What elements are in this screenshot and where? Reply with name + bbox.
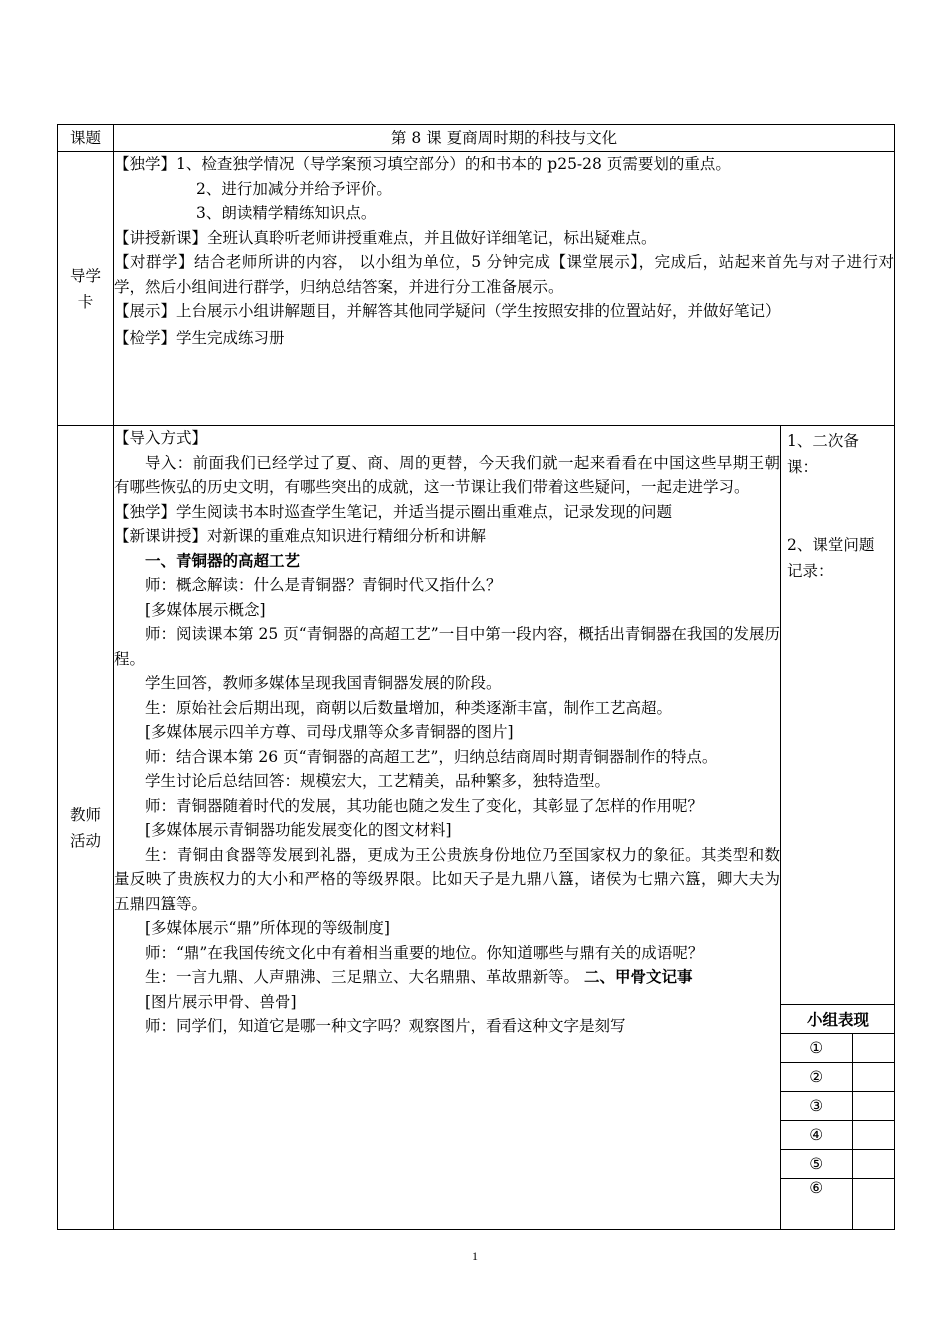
teacher-paragraph: 【独学】学生阅读书本时巡查学生笔记，并适当提示圈出重难点，记录发现的问题 — [114, 502, 673, 521]
teacher-paragraph: 【新课讲授】对新课的重难点知识进行精细分析和讲解 — [114, 527, 487, 545]
side-column — [781, 426, 895, 1230]
teacher-content — [114, 426, 781, 1230]
teacher-row — [58, 426, 895, 1230]
teacher-paragraph: 师：结合课本第 26 页“青铜器的高超工艺”，归纳总结商周时期青铜器制作的特点。 — [145, 747, 718, 766]
guide-line: 【独学】1、检查独学情况（导学案预习填空部分）的和书本的 p25-28 页需要划的重点。 — [114, 155, 731, 173]
lesson-title: 第 8 课 夏商周时期的科技与文化 — [114, 125, 895, 152]
group-score-cell[interactable] — [852, 1092, 895, 1121]
teacher-paragraph: 生：青铜由食器等发展到礼器，更成为王公贵族身份地位乃至国家权力的象征。其类型和数量反映了贵族权力的大小和严格的等级界限。比如天子是九鼎八簋，诸侯为七鼎六簋，卿大夫为五鼎四簋等。 — [114, 845, 780, 913]
teacher-paragraph: 师：阅读课本第 25 页“青铜器的高超工艺”一目中第一段内容，概括出青铜器在我国的发展历程。 — [114, 625, 780, 668]
notes-area — [781, 426, 894, 1004]
group-performance-table — [781, 1004, 895, 1229]
teacher-paragraph: [图片展示甲骨、兽骨] — [145, 992, 297, 1011]
teacher-paragraph: [多媒体展示“鼎”所体现的等级制度] — [145, 919, 390, 937]
page-number: 1 — [472, 1249, 478, 1263]
group-score-cell[interactable] — [852, 1034, 895, 1063]
header-row — [58, 125, 895, 152]
teacher-paragraph: 师：青铜器随着时代的发展，其功能也随之发生了变化，其彰显了怎样的作用呢？ — [145, 796, 704, 815]
teacher-paragraph: 导入：前面我们已经学过了夏、商、周的更替，今天我们就一起来看看在中国这些早期王朝有哪些恢弘的历史文明，有哪些突出的成就，这一节课让我们带着这些疑问，一起走进学习。 — [114, 453, 780, 496]
group-row-label: ② — [781, 1063, 852, 1092]
teacher-paragraph: 【导入方式】 — [114, 429, 208, 447]
guide-label-line1: 导学 — [69, 266, 101, 285]
guide-content — [114, 152, 895, 426]
group-score-cell[interactable] — [852, 1150, 895, 1179]
teacher-label-line1: 教师 — [69, 805, 101, 824]
guide-row — [58, 152, 895, 426]
header-label: 课题 — [58, 125, 114, 152]
guide-line: 2、进行加减分并给予评价。 — [196, 179, 392, 198]
group-row-label: ⑤ — [781, 1150, 852, 1179]
teacher-label — [58, 426, 114, 1230]
guide-line: 【展示】上台展示小组讲解题目，并解答其他同学疑问（学生按照安排的位置站好，并做好笔记） — [114, 302, 781, 320]
teacher-paragraph: [多媒体展示青铜器功能发展变化的图文材料] — [145, 821, 452, 839]
teacher-paragraph: 师：“鼎”在我国传统文化中有着相当重要的地位。你知道哪些与鼎有关的成语呢？ — [145, 943, 704, 962]
teacher-paragraph-text: 生：一言九鼎、人声鼎沸、三足鼎立、大名鼎鼎、革故鼎新等。 — [145, 968, 580, 986]
lesson-table — [57, 124, 895, 1230]
group-row-label: ③ — [781, 1092, 852, 1121]
group-performance-title: 小组表现 — [781, 1005, 895, 1034]
teacher-paragraph: 生：原始社会后期出现，商朝以后数量增加，种类逐渐丰富，制作工艺高超。 — [145, 698, 673, 717]
group-score-cell[interactable] — [852, 1063, 895, 1092]
group-row-label: ⑥ — [781, 1179, 852, 1230]
teacher-label-line2: 活动 — [69, 831, 101, 850]
guide-line: 【讲授新课】全班认真聆听老师讲授重难点，并且做好详细笔记，标出疑难点。 — [114, 228, 657, 247]
guide-line: 3、朗读精学精练知识点。 — [196, 204, 377, 222]
guide-line: 【检学】学生完成练习册 — [114, 328, 285, 347]
teacher-paragraph: 师：概念解读：什么是青铜器？青铜时代又指什么？ — [145, 576, 502, 594]
teacher-paragraph: 师：同学们，知道它是哪一种文字吗？观察图片，看看这种文字是刻写 — [145, 1017, 626, 1035]
section-heading-bronze: 一、青铜器的高超工艺 — [145, 551, 301, 570]
group-score-cell[interactable] — [852, 1179, 895, 1230]
teacher-paragraph: [多媒体展示概念] — [145, 600, 266, 619]
group-row-label: ④ — [781, 1121, 852, 1150]
guide-line: 【对群学】结合老师所讲的内容， 以小组为单位，5 分钟完成【课堂展示】，完成后，站起来首先与对子进行对学，然后小组间进行群学，归纳总结答案，并进行分工准备展示。 — [114, 253, 894, 296]
teacher-paragraph: 学生回答，教师多媒体呈现我国青铜器发展的阶段。 — [145, 674, 502, 692]
section-heading-oracle: 二、甲骨文记事 — [583, 968, 693, 986]
teacher-paragraph: [多媒体展示四羊方尊、司母戊鼎等众多青铜器的图片] — [145, 723, 514, 741]
group-row-label: ① — [781, 1034, 852, 1063]
guide-label-line2: 卡 — [77, 292, 94, 311]
note-class-issues: 2、课堂问题记录： — [787, 536, 875, 580]
guide-label — [58, 152, 114, 426]
note-second-prep: 1、二次备课： — [787, 432, 859, 476]
teacher-paragraph — [114, 965, 780, 990]
teacher-paragraph: 学生讨论后总结回答：规模宏大，工艺精美，品种繁多，独特造型。 — [145, 772, 611, 790]
group-score-cell[interactable] — [852, 1121, 895, 1150]
